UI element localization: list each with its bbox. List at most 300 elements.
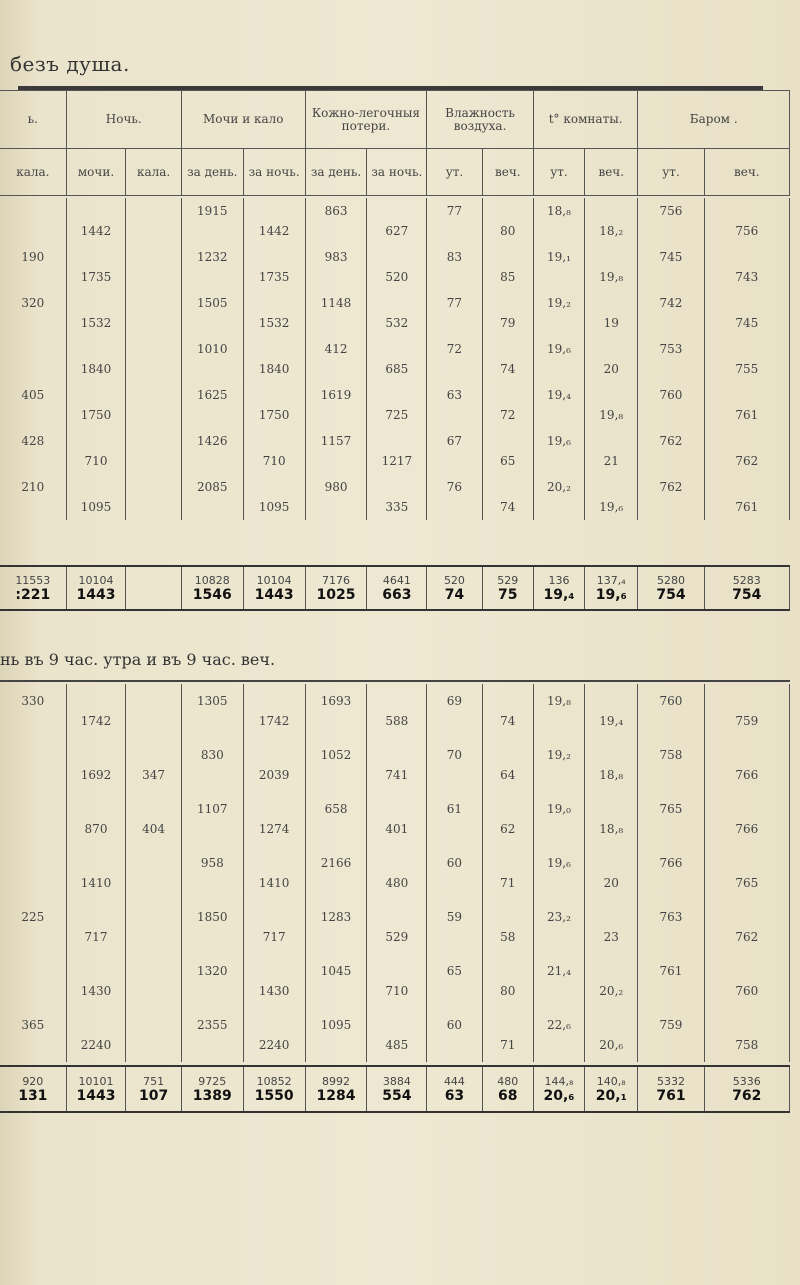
cell-value: 1505: [197, 296, 228, 310]
table-cell: [243, 382, 305, 428]
table-row: [0, 684, 790, 738]
cell-value: 743: [735, 270, 759, 284]
total-average: 1443: [254, 586, 294, 603]
table-cell: [305, 738, 367, 792]
cell-value: 758: [735, 1038, 759, 1052]
table-cell: [367, 792, 427, 846]
cell-value: 870: [84, 822, 108, 836]
table-cell: [126, 846, 181, 900]
cell-value: 1430: [80, 984, 112, 998]
table-cell: [704, 244, 789, 290]
total-average: :221: [15, 586, 51, 603]
cell-value: 710: [385, 984, 409, 998]
cell-value: 745: [659, 250, 683, 264]
cell-value: 335: [385, 500, 409, 514]
table-cell: [482, 684, 533, 738]
cell-value: 19,₈: [547, 694, 571, 708]
total-cell: [305, 1066, 367, 1112]
cell-value: 18,₂: [599, 224, 624, 238]
table-cell: [482, 382, 533, 428]
table-cell: [482, 954, 533, 1008]
total-average: 20,₁: [595, 1087, 627, 1104]
table-cell: [427, 290, 482, 336]
cell-value: 1442: [258, 224, 290, 238]
cell-value: 980: [324, 480, 348, 494]
cell-value: 717: [84, 930, 108, 944]
total-cell: [66, 1066, 126, 1112]
table-cell: [181, 290, 243, 336]
data-block-2: [0, 684, 790, 1062]
table-cell: [638, 684, 704, 738]
table-row: [0, 474, 790, 520]
total-cell: [704, 1066, 789, 1112]
cell-value: 19,₆: [547, 856, 571, 870]
cell-value: 1095: [258, 500, 290, 514]
cell-value: 766: [659, 856, 683, 870]
table-cell: [305, 900, 367, 954]
table-cell: [181, 954, 243, 1008]
table-cell: [66, 336, 126, 382]
table-cell: [0, 846, 66, 900]
table-cell: [0, 474, 66, 520]
table-row: [0, 1008, 790, 1062]
table-cell: [66, 846, 126, 900]
table-cell: [305, 382, 367, 428]
table-cell: [367, 336, 427, 382]
table-cell: [367, 428, 427, 474]
table-cell: [704, 684, 789, 738]
cell-value: 70: [446, 748, 463, 762]
table-cell: [585, 954, 638, 1008]
cell-value: 1320: [197, 964, 228, 978]
cell-value: 2240: [80, 1038, 112, 1052]
cell-value: 60: [446, 1018, 463, 1032]
total-cell: [0, 1066, 66, 1112]
cell-value: 1157: [320, 434, 352, 448]
cell-value: 983: [324, 250, 348, 264]
cell-value: 19,₀: [547, 802, 571, 816]
cell-value: 658: [324, 802, 348, 816]
total-cell: [367, 1066, 427, 1112]
table-cell: [427, 382, 482, 428]
table-cell: [638, 428, 704, 474]
cell-value: 20,₆: [599, 1038, 624, 1052]
table-cell: [704, 290, 789, 336]
cell-value: 2355: [197, 1018, 228, 1032]
cell-value: 1735: [258, 270, 290, 284]
cell-value: 1052: [320, 748, 352, 762]
table-cell: [482, 846, 533, 900]
table-cell: [66, 954, 126, 1008]
table-cell: [181, 738, 243, 792]
table-cell: [243, 900, 305, 954]
cell-value: 717: [262, 930, 286, 944]
cell-value: 65: [500, 454, 516, 468]
cell-value: 210: [21, 480, 45, 494]
cell-value: 74: [500, 500, 516, 514]
cell-value: 365: [21, 1018, 45, 1032]
total-sum: 5283: [732, 573, 761, 587]
table-cell: [243, 1008, 305, 1062]
cell-value: 76: [446, 480, 463, 494]
table-cell: [243, 792, 305, 846]
table-cell: [367, 290, 427, 336]
cell-value: 69: [446, 694, 463, 708]
cell-value: 1305: [197, 694, 228, 708]
total-sum: 529: [497, 573, 519, 587]
table-cell: [126, 428, 181, 474]
subheader: веч.: [585, 149, 638, 196]
cell-value: 23,₂: [547, 910, 571, 924]
cell-value: 83: [446, 250, 463, 264]
cell-value: 520: [385, 270, 409, 284]
total-average: 1546: [192, 586, 232, 603]
total-average: 68: [498, 1087, 518, 1104]
total-cell: [533, 1066, 584, 1112]
total-sum: 5336: [732, 1074, 761, 1088]
table-cell: [305, 474, 367, 520]
table-cell: [243, 428, 305, 474]
cell-value: 85: [500, 270, 516, 284]
table-cell: [585, 792, 638, 846]
cell-value: 190: [21, 250, 45, 264]
cell-value: 64: [500, 768, 516, 782]
total-average: 554: [382, 1087, 412, 1104]
cell-value: 1010: [197, 342, 228, 356]
table-cell: [704, 792, 789, 846]
cell-value: 1532: [80, 316, 112, 330]
table-cell: [126, 474, 181, 520]
total-cell: [243, 566, 305, 610]
subheader: кала.: [0, 149, 66, 196]
table-cell: [704, 1008, 789, 1062]
cell-value: 1619: [320, 388, 352, 402]
cell-value: 18,₈: [547, 204, 571, 218]
table-cell: [533, 1008, 584, 1062]
total-sum: 10828: [194, 573, 230, 587]
total-sum: 520: [443, 573, 465, 587]
table-cell: [638, 382, 704, 428]
table-cell: [704, 474, 789, 520]
cell-value: 320: [21, 296, 45, 310]
total-cell: [126, 566, 181, 610]
table-cell: [181, 336, 243, 382]
table-cell: [126, 684, 181, 738]
total-cell: [638, 566, 704, 610]
table-cell: [585, 846, 638, 900]
cell-value: 58: [500, 930, 516, 944]
total-cell: [427, 566, 482, 610]
table-cell: [126, 954, 181, 1008]
table-row: [0, 738, 790, 792]
cell-value: 19,₈: [599, 270, 624, 284]
cell-value: 1410: [80, 876, 112, 890]
table-row: [0, 336, 790, 382]
subheader: ут.: [427, 149, 482, 196]
table-cell: [305, 954, 367, 1008]
total-average: 1389: [192, 1087, 232, 1104]
cell-value: 766: [735, 768, 759, 782]
subheader: за ночь.: [243, 149, 305, 196]
table-cell: [638, 846, 704, 900]
cell-value: 23: [603, 930, 619, 944]
cell-value: 742: [659, 296, 683, 310]
table-cell: [66, 1008, 126, 1062]
header-humidity: Влажность воздуха.: [427, 91, 534, 149]
cell-value: 745: [735, 316, 759, 330]
table-cell: [482, 244, 533, 290]
cell-value: 77: [446, 296, 463, 310]
cell-value: 330: [21, 694, 45, 708]
table-cell: [243, 738, 305, 792]
table-cell: [126, 244, 181, 290]
header-room-temp: t° комнаты.: [533, 91, 638, 149]
total-cell: [243, 1066, 305, 1112]
cell-value: 863: [324, 204, 348, 218]
table-cell: [427, 900, 482, 954]
cell-value: 21: [603, 454, 619, 468]
table-cell: [243, 474, 305, 520]
cell-value: 1750: [80, 408, 112, 422]
cell-value: 759: [735, 714, 759, 728]
table-cell: [243, 198, 305, 244]
table-cell: [427, 428, 482, 474]
table-cell: [126, 290, 181, 336]
total-sum: 144,₈: [544, 1074, 574, 1088]
total-cell: [126, 1066, 181, 1112]
table-cell: [0, 198, 66, 244]
total-cell: [533, 566, 584, 610]
table-cell: [427, 684, 482, 738]
table-cell: [704, 846, 789, 900]
table-cell: [0, 900, 66, 954]
totals-row-1: [0, 565, 790, 611]
cell-value: 760: [659, 388, 683, 402]
table-cell: [0, 684, 66, 738]
cell-value: 762: [735, 930, 759, 944]
cell-value: 19,₆: [599, 500, 624, 514]
divider: [0, 680, 790, 682]
table-cell: [305, 1008, 367, 1062]
cell-value: 19,₂: [547, 748, 571, 762]
cell-value: 19,₄: [599, 714, 624, 728]
table-cell: [585, 428, 638, 474]
table-cell: [585, 382, 638, 428]
cell-value: 762: [659, 434, 683, 448]
cell-value: 1148: [320, 296, 352, 310]
cell-value: 20,₂: [547, 480, 571, 494]
cell-value: 1283: [320, 910, 352, 924]
cell-value: 20,₂: [599, 984, 624, 998]
cell-value: 18,₈: [599, 822, 624, 836]
cell-value: 404: [142, 822, 166, 836]
total-average: 761: [656, 1087, 686, 1104]
table-cell: [482, 336, 533, 382]
subheader: за день.: [181, 149, 243, 196]
total-cell: [66, 566, 126, 610]
cell-value: 1095: [320, 1018, 352, 1032]
table-cell: [126, 382, 181, 428]
table-cell: [427, 1008, 482, 1062]
cell-value: 753: [659, 342, 683, 356]
total-average: 74: [444, 586, 465, 603]
table-cell: [482, 428, 533, 474]
cell-value: 762: [659, 480, 683, 494]
total-average: 63: [444, 1087, 465, 1104]
total-average: 19,₄: [543, 586, 575, 603]
cell-value: 74: [500, 362, 516, 376]
table-row: [0, 900, 790, 954]
subheader: ут.: [638, 149, 704, 196]
cell-value: 59: [446, 910, 463, 924]
table-row: [0, 954, 790, 1008]
totals-row-2: [0, 1065, 790, 1113]
total-cell: [585, 566, 638, 610]
cell-value: 2039: [258, 768, 290, 782]
cell-value: 756: [659, 204, 683, 218]
cell-value: 80: [500, 984, 516, 998]
cell-value: 1693: [320, 694, 352, 708]
cell-value: 1045: [320, 964, 352, 978]
table-cell: [704, 382, 789, 428]
table-row: [0, 382, 790, 428]
table-cell: [367, 846, 427, 900]
header-skin-lung-loss: Кожно-легочныя потери.: [305, 91, 427, 149]
cell-value: 627: [385, 224, 409, 238]
total-cell: [585, 1066, 638, 1112]
total-cell: [427, 1066, 482, 1112]
table-header: [0, 90, 790, 196]
table-cell: [66, 290, 126, 336]
subheader: веч.: [704, 149, 789, 196]
table-cell: [66, 382, 126, 428]
cell-value: 405: [21, 388, 45, 402]
cell-value: 1274: [258, 822, 290, 836]
table-cell: [482, 792, 533, 846]
subheader: кала.: [126, 149, 181, 196]
cell-value: 1430: [258, 984, 290, 998]
table-cell: [704, 738, 789, 792]
cell-value: 1850: [197, 910, 228, 924]
total-cell: [482, 566, 533, 610]
table-cell: [0, 290, 66, 336]
cell-value: 1735: [80, 270, 112, 284]
table-cell: [181, 382, 243, 428]
cell-value: 65: [446, 964, 463, 978]
cell-value: 765: [735, 876, 759, 890]
cell-value: 710: [262, 454, 286, 468]
table-cell: [533, 900, 584, 954]
cell-value: 1750: [258, 408, 290, 422]
table-cell: [638, 1008, 704, 1062]
table-cell: [427, 738, 482, 792]
cell-value: 758: [659, 748, 683, 762]
table-cell: [126, 336, 181, 382]
cell-value: 760: [659, 694, 683, 708]
table-cell: [585, 900, 638, 954]
cell-value: 1217: [381, 454, 413, 468]
total-sum: 5332: [656, 1074, 685, 1088]
table-cell: [704, 900, 789, 954]
table-cell: [367, 198, 427, 244]
table-cell: [305, 198, 367, 244]
table-cell: [66, 684, 126, 738]
total-average: 1025: [316, 586, 356, 603]
cell-value: 1442: [80, 224, 112, 238]
table-cell: [0, 336, 66, 382]
cell-value: 485: [385, 1038, 409, 1052]
subheader: мочи.: [66, 149, 126, 196]
table-cell: [66, 738, 126, 792]
cell-value: 20: [603, 876, 619, 890]
cell-value: 72: [446, 342, 463, 356]
total-sum: 9725: [198, 1074, 227, 1088]
table-cell: [482, 900, 533, 954]
cell-value: 1840: [80, 362, 112, 376]
table-cell: [0, 428, 66, 474]
cell-value: 71: [500, 876, 516, 890]
total-sum: 480: [497, 1074, 519, 1088]
table-cell: [704, 428, 789, 474]
table-cell: [66, 792, 126, 846]
total-average: 20,₆: [543, 1087, 575, 1104]
total-average: 1443: [76, 1087, 116, 1104]
table-cell: [243, 290, 305, 336]
cell-value: 19,₁: [547, 250, 571, 264]
table-cell: [181, 474, 243, 520]
total-sum: 444: [443, 1074, 465, 1088]
table-cell: [305, 846, 367, 900]
table-cell: [533, 244, 584, 290]
table-cell: [638, 792, 704, 846]
table-cell: [533, 290, 584, 336]
table-row: [0, 198, 790, 244]
table-cell: [305, 792, 367, 846]
cell-value: 1742: [258, 714, 290, 728]
cell-value: 21,₄: [547, 964, 571, 978]
total-sum: 920: [22, 1074, 44, 1088]
table-cell: [126, 792, 181, 846]
total-sum: 8992: [322, 1074, 351, 1088]
table-cell: [482, 290, 533, 336]
total-sum: 751: [143, 1074, 165, 1088]
cell-value: 225: [21, 910, 45, 924]
table-cell: [0, 792, 66, 846]
total-cell: [181, 1066, 243, 1112]
table-cell: [704, 198, 789, 244]
table-cell: [66, 474, 126, 520]
table-cell: [126, 900, 181, 954]
cell-value: 1107: [197, 802, 228, 816]
cell-value: 428: [21, 434, 45, 448]
total-sum: 4641: [382, 573, 411, 587]
cell-value: 67: [446, 434, 463, 448]
cell-value: 1095: [80, 500, 112, 514]
note-measurement-times: нь въ 9 час. утра и въ 9 час. веч.: [0, 650, 276, 669]
total-sum: 10104: [78, 573, 114, 587]
cell-value: 2085: [197, 480, 228, 494]
table-cell: [66, 244, 126, 290]
cell-value: 756: [735, 224, 759, 238]
total-sum: 3884: [382, 1074, 411, 1088]
cell-value: 766: [735, 822, 759, 836]
total-cell: [305, 566, 367, 610]
cell-value: 755: [735, 362, 759, 376]
cell-value: 1692: [80, 768, 112, 782]
cell-value: 19,₈: [599, 408, 624, 422]
table-cell: [181, 900, 243, 954]
total-cell: [482, 1066, 533, 1112]
